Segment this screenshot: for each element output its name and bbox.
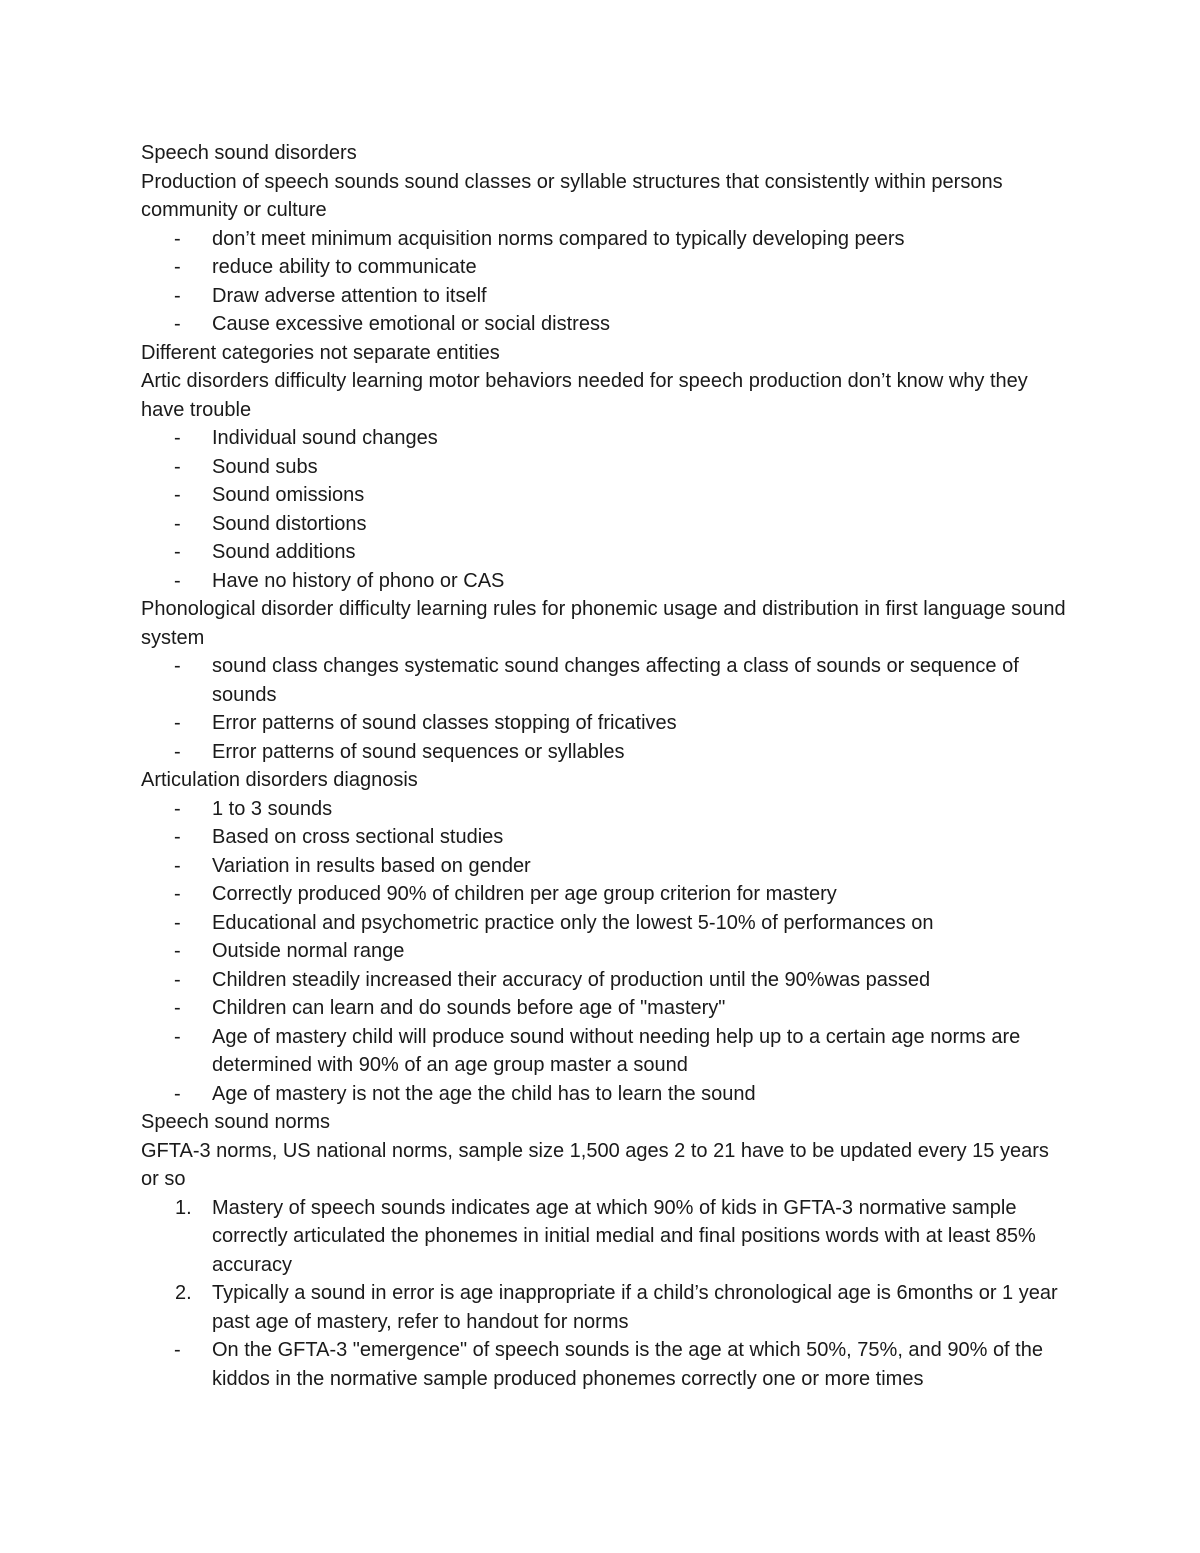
list-diagnosis <box>141 795 1071 1109</box>
dash-marker: - <box>174 883 181 905</box>
list-item: - Draw adverse attention to itself <box>141 282 1071 311</box>
dash-marker: - <box>174 740 181 763</box>
paragraph-definition: Production of speech sounds sound classes or syllable structures that consistently within persons community or culture <box>141 170 1003 221</box>
paragraph-phonological: Phonological disorder difficulty learning rules for phonemic usage and distribution in first language sound system <box>141 598 1066 649</box>
list-item: - Age of mastery is not the age the child has to learn the sound <box>141 1080 1071 1109</box>
dash-marker: - <box>174 997 181 1019</box>
list-item: - Age of mastery child will produce sound without needing help up to a certain age norms are determined with 90% of an age group master a sound <box>141 1023 1071 1080</box>
numbered-item: 1. Mastery of speech sounds indicates age at which 90% of kids in GFTA-3 normative sample correctly articulated the phonemes in initial medial and final positions words with at least 85% accuracy <box>141 1194 1071 1280</box>
dash-marker: - <box>174 968 181 991</box>
dash-marker: - <box>174 826 181 848</box>
numbered-list <box>141 1194 1071 1337</box>
list-emergence <box>141 1336 1071 1393</box>
list-item: - Variation in results based on gender <box>141 852 1071 881</box>
dash-marker: - <box>174 427 181 449</box>
dash-marker: - <box>174 484 181 506</box>
paragraph-diagnosis: Articulation disorders diagnosis <box>141 769 418 791</box>
dash-marker: - <box>174 1025 181 1048</box>
dash-marker: - <box>174 854 181 877</box>
number-marker: 1. <box>175 1196 192 1219</box>
list-artic <box>141 424 1071 595</box>
list-item: - Error patterns of sound sequences or syllables <box>141 738 1071 767</box>
list-phonological <box>141 652 1071 766</box>
list-item: - Outside normal range <box>141 937 1071 966</box>
list-item: - On the GFTA-3 "emergence" of speech sounds is the age at which 50%, 75%, and 90% of the kiddos in the normative sample produced phonemes correctly one or more times <box>141 1336 1071 1393</box>
paragraph-norms-heading: Speech sound norms <box>141 1111 331 1133</box>
list-item: - don’t meet minimum acquisition norms compared to typically developing peers <box>141 225 1071 254</box>
dash-marker: - <box>174 256 181 278</box>
list-item: - Children can learn and do sounds before age of "mastery" <box>141 994 1071 1023</box>
list-item: - reduce ability to communicate <box>141 253 1071 282</box>
list-item: - Educational and psychometric practice only the lowest 5-10% of performances on <box>141 909 1071 938</box>
list-item: - Based on cross sectional studies <box>141 823 1071 852</box>
dash-marker: - <box>174 569 181 592</box>
dash-marker: - <box>174 712 181 734</box>
numbered-item: 2. Typically a sound in error is age inappropriate if a child’s chronological age is 6months or 1 year past age of mastery, refer to handout for norms <box>141 1279 1071 1336</box>
dash-marker: - <box>174 911 181 934</box>
dash-marker: - <box>174 512 181 535</box>
list-item: - Cause excessive emotional or social distress <box>141 310 1071 339</box>
number-marker: 2. <box>175 1282 192 1304</box>
paragraph-categories: Different categories not separate entities <box>141 341 500 364</box>
list-item: - Correctly produced 90% of children per age group criterion for mastery <box>141 880 1071 909</box>
dash-marker: - <box>174 455 181 478</box>
dash-marker: - <box>174 1082 181 1105</box>
dash-marker: - <box>174 797 181 820</box>
document-page <box>141 139 1071 1393</box>
list-item: - Have no history of phono or CAS <box>141 567 1071 596</box>
document-title: Speech sound disorders <box>141 142 357 164</box>
dash-marker: - <box>174 1339 181 1361</box>
list-item: - Error patterns of sound classes stopping of fricatives <box>141 709 1071 738</box>
dash-marker: - <box>174 284 181 307</box>
list-item: - Individual sound changes <box>141 424 1071 453</box>
paragraph-gfta-norms: GFTA-3 norms, US national norms, sample size 1,500 ages 2 to 21 have to be updated every 15 years or so <box>141 1139 1049 1190</box>
list-item: - Sound distortions <box>141 510 1071 539</box>
list-item: - 1 to 3 sounds <box>141 795 1071 824</box>
list-item: - Sound subs <box>141 453 1071 482</box>
dash-marker: - <box>174 541 181 563</box>
list-item: - Children steadily increased their accuracy of production until the 90%was passed <box>141 966 1071 995</box>
dash-marker: - <box>174 227 181 250</box>
list-item: - Sound additions <box>141 538 1071 567</box>
dash-marker: - <box>174 655 181 677</box>
dash-marker: - <box>174 940 181 962</box>
list-item: - Sound omissions <box>141 481 1071 510</box>
dash-marker: - <box>174 313 181 335</box>
list-criteria <box>141 225 1071 339</box>
paragraph-artic-disorders: Artic disorders difficulty learning motor behaviors needed for speech production don’t know why they have trouble <box>141 370 1028 421</box>
list-item: - sound class changes systematic sound changes affecting a class of sounds or sequence of sounds <box>141 652 1071 709</box>
